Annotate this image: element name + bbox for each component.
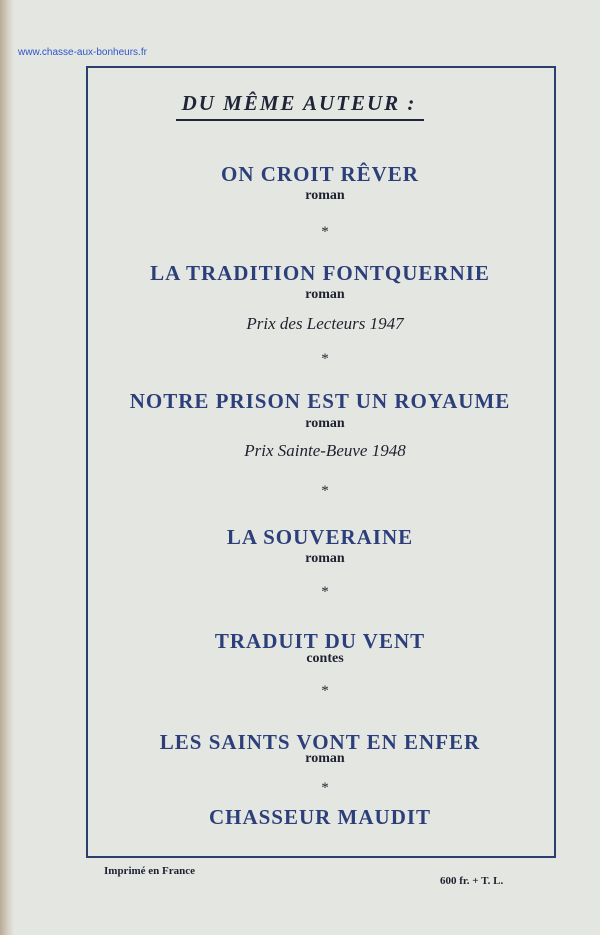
separator-star: * (321, 351, 329, 367)
heading-text: DU MÊME AUTEUR : (176, 91, 425, 121)
book-title: ON CROIT RÊVER (221, 162, 419, 186)
separator-star: * (321, 483, 329, 499)
book-title: TRADUIT DU VENT (214, 629, 426, 653)
book-prize: Prix des Lecteurs 1947 (246, 314, 404, 333)
book-title: CHASSEUR MAUDIT (208, 805, 432, 829)
separator-star: * (321, 683, 329, 699)
separator-star: * (321, 224, 329, 240)
book-genre: roman (305, 751, 345, 766)
watermark: www.chasse-aux-bonheurs.fr (18, 47, 147, 58)
book-genre: roman (305, 551, 345, 566)
book-genre: roman (305, 416, 345, 431)
book-genre: roman (305, 188, 345, 203)
book-title: NOTRE PRISON EST UN ROYAUME (129, 389, 511, 413)
book-genre: contes (306, 651, 344, 666)
book-genre: roman (305, 287, 345, 302)
book-title: LA TRADITION FONTQUERNIE (150, 261, 490, 285)
price-label: 600 fr. + T. L. (440, 875, 504, 887)
separator-star: * (321, 584, 329, 600)
book-title: LES SAINTS VONT EN ENFER (159, 730, 481, 754)
book-title: LA SOUVERAINE (226, 525, 414, 549)
book-prize: Prix Sainte-Beuve 1948 (244, 441, 406, 460)
section-heading (0, 91, 600, 121)
separator-star: * (321, 780, 329, 796)
printed-in-france: Imprimé en France (104, 865, 196, 877)
